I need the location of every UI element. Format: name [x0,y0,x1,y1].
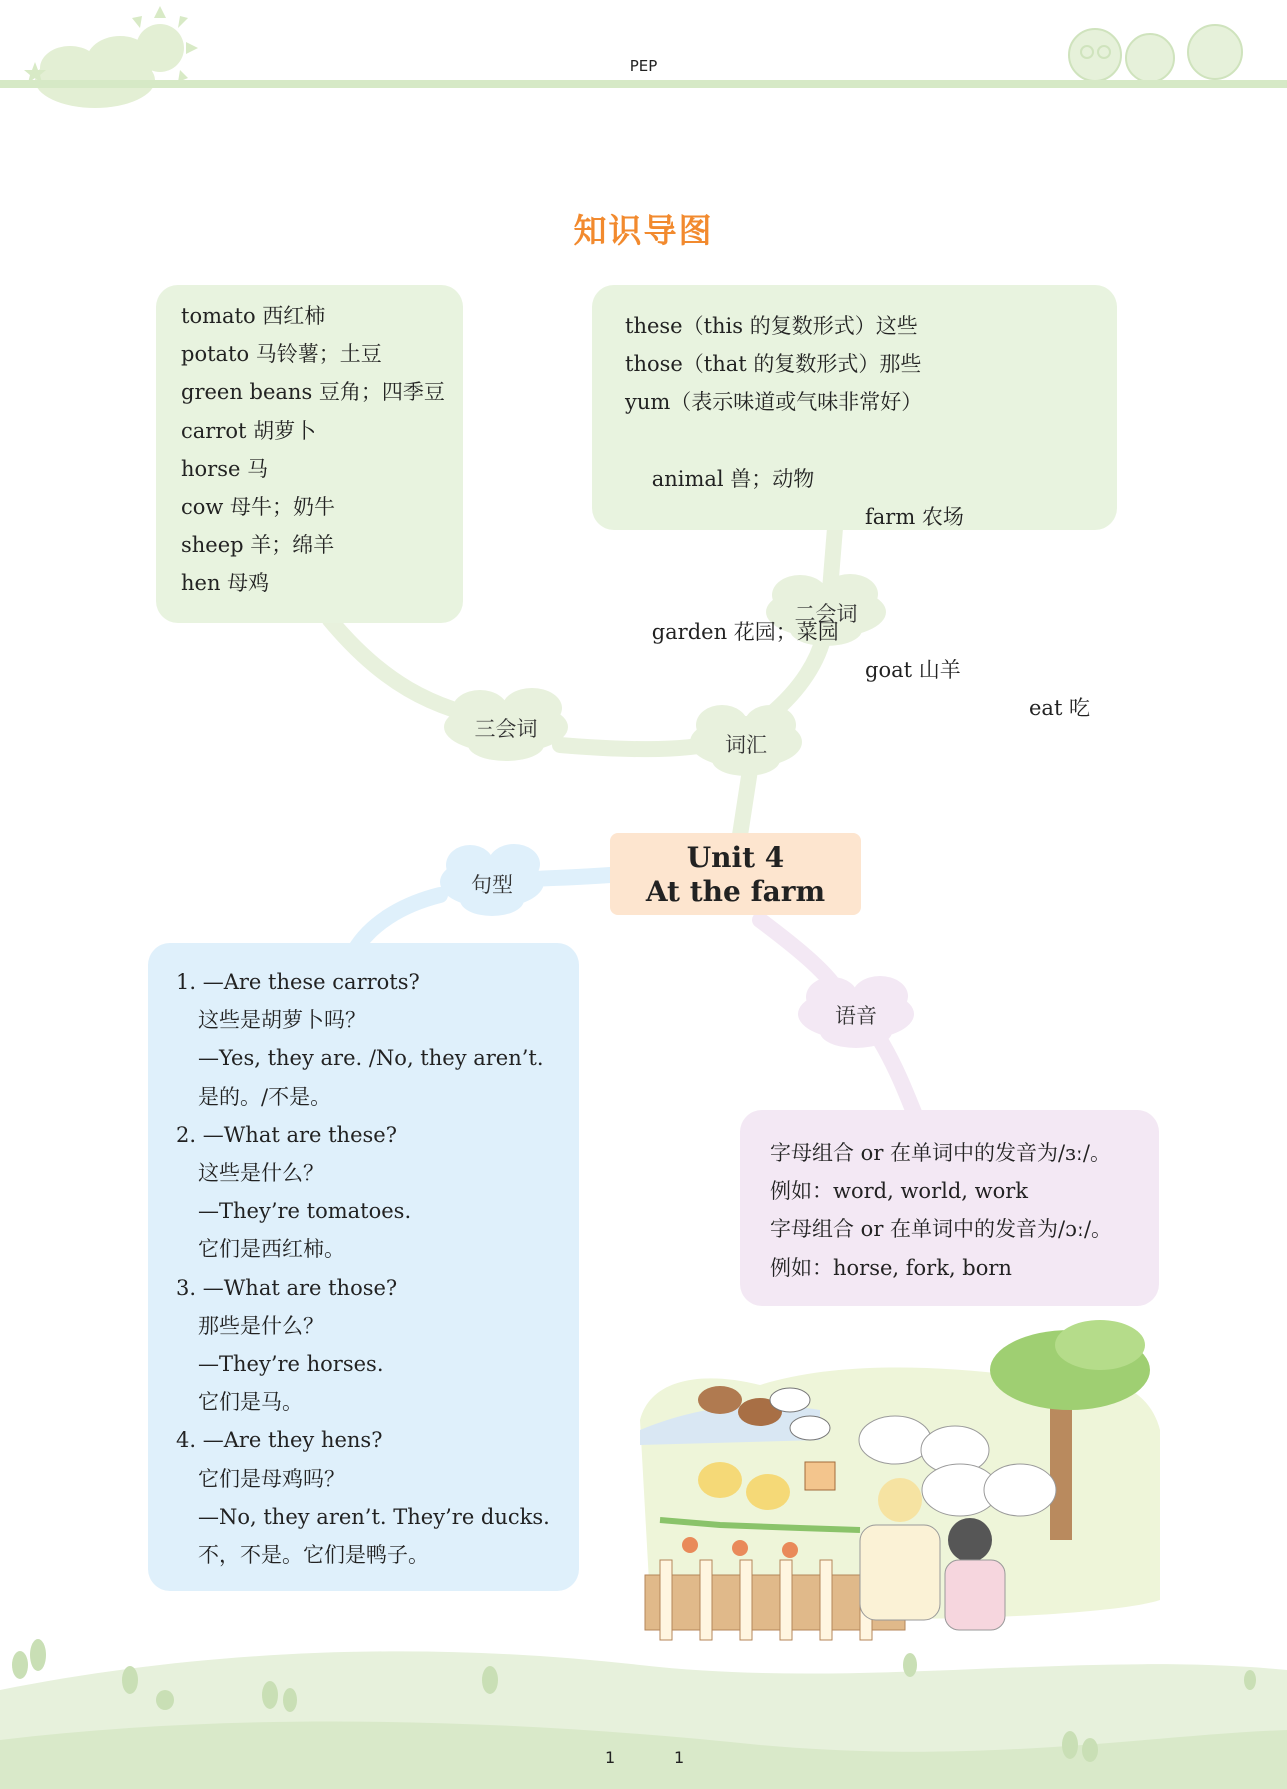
level2-word: goat 山羊 [865,657,961,682]
sentence-line: 3. —What are those? [176,1275,398,1300]
sentence-line: —Yes, they are. /No, they aren’t. [198,1046,544,1071]
sentence-line: —They’re tomatoes. [198,1199,412,1224]
phonics-line: 字母组合 or 在单词中的发音为/ɔː/。 [770,1217,1113,1242]
level3-word: sheep 羊；绵羊 [181,533,335,558]
sentence-line: 4. —Are they hens? [176,1428,383,1453]
level3-word: carrot 胡萝卜 [181,418,317,443]
sentence-line: 它们是马。 [198,1390,303,1415]
level3-word: tomato 西红柿 [181,304,326,328]
connector-sentence-box [355,895,440,950]
phonics-box [740,1110,1159,1306]
level2-word: those（that 的复数形式）那些 [625,352,922,377]
phonics-line: 例如：horse, fork, born [770,1255,1012,1280]
page-number-right: 1 [674,1748,685,1767]
phonics-line: 例如：word, world, work [770,1179,1028,1204]
sentence-line: 不，不是。它们是鸭子。 [198,1543,429,1568]
bottom-hills [0,1639,1287,1789]
level2-word: animal 兽；动物 [651,466,815,491]
sentence-patterns-box [148,943,579,1591]
sentence-line: 这些是胡萝卜吗？ [198,1008,366,1033]
node-label-phonics: 语音 [835,1004,877,1028]
connector-vocab-center [740,770,750,835]
level3-words-box [156,285,463,623]
unit-title-box [610,833,861,915]
node-label-vocab: 词汇 [725,733,767,757]
level2-word: farm 农场 [865,505,964,530]
sentence-line: 1. —Are these carrots? [176,970,420,994]
page-title: 知识导图 [573,211,714,250]
connector-phonics-box [880,1040,915,1115]
level3-word: hen 母鸡 [181,571,270,596]
level2-word: these（this 的复数形式）这些 [625,314,918,338]
farm-illustration [640,1320,1160,1640]
sentence-line: 2. —What are these? [176,1122,397,1147]
sentence-line: —They’re horses. [198,1352,384,1377]
node-label-level3: 三会词 [474,717,538,741]
sentence-line: —No, they aren’t. They’re ducks. [198,1504,550,1529]
unit-name: At the farm [645,875,826,908]
level3-word: potato 马铃薯；土豆 [181,342,382,367]
header-band [0,80,1287,88]
sentence-line: 它们是西红柿。 [198,1237,345,1262]
page-number-left: 1 [605,1748,616,1767]
node-label-sentence: 句型 [471,873,513,897]
level2-word: eat 吃 [1029,696,1091,721]
sentence-line: 那些是什么？ [198,1313,324,1338]
phonics-line: 字母组合 or 在单词中的发音为/ɜː/。 [770,1141,1111,1165]
sentence-line: 这些是什么？ [198,1161,324,1186]
unit-number: Unit 4 [686,841,785,874]
node-label-level2: 二会词 [794,602,858,626]
sentence-line: 它们是母鸡吗？ [198,1466,345,1491]
header-label: PEP [629,57,658,75]
level2-word: garden 花园；菜园 [651,619,839,644]
level3-word: green beans 豆角；四季豆 [181,380,445,405]
sentence-line: 是的。/不是。 [198,1084,332,1109]
level3-word: horse 马 [181,456,269,481]
level2-word: yum（表示味道或气味非常好） [625,390,923,415]
level3-word: cow 母牛；奶牛 [181,495,336,520]
